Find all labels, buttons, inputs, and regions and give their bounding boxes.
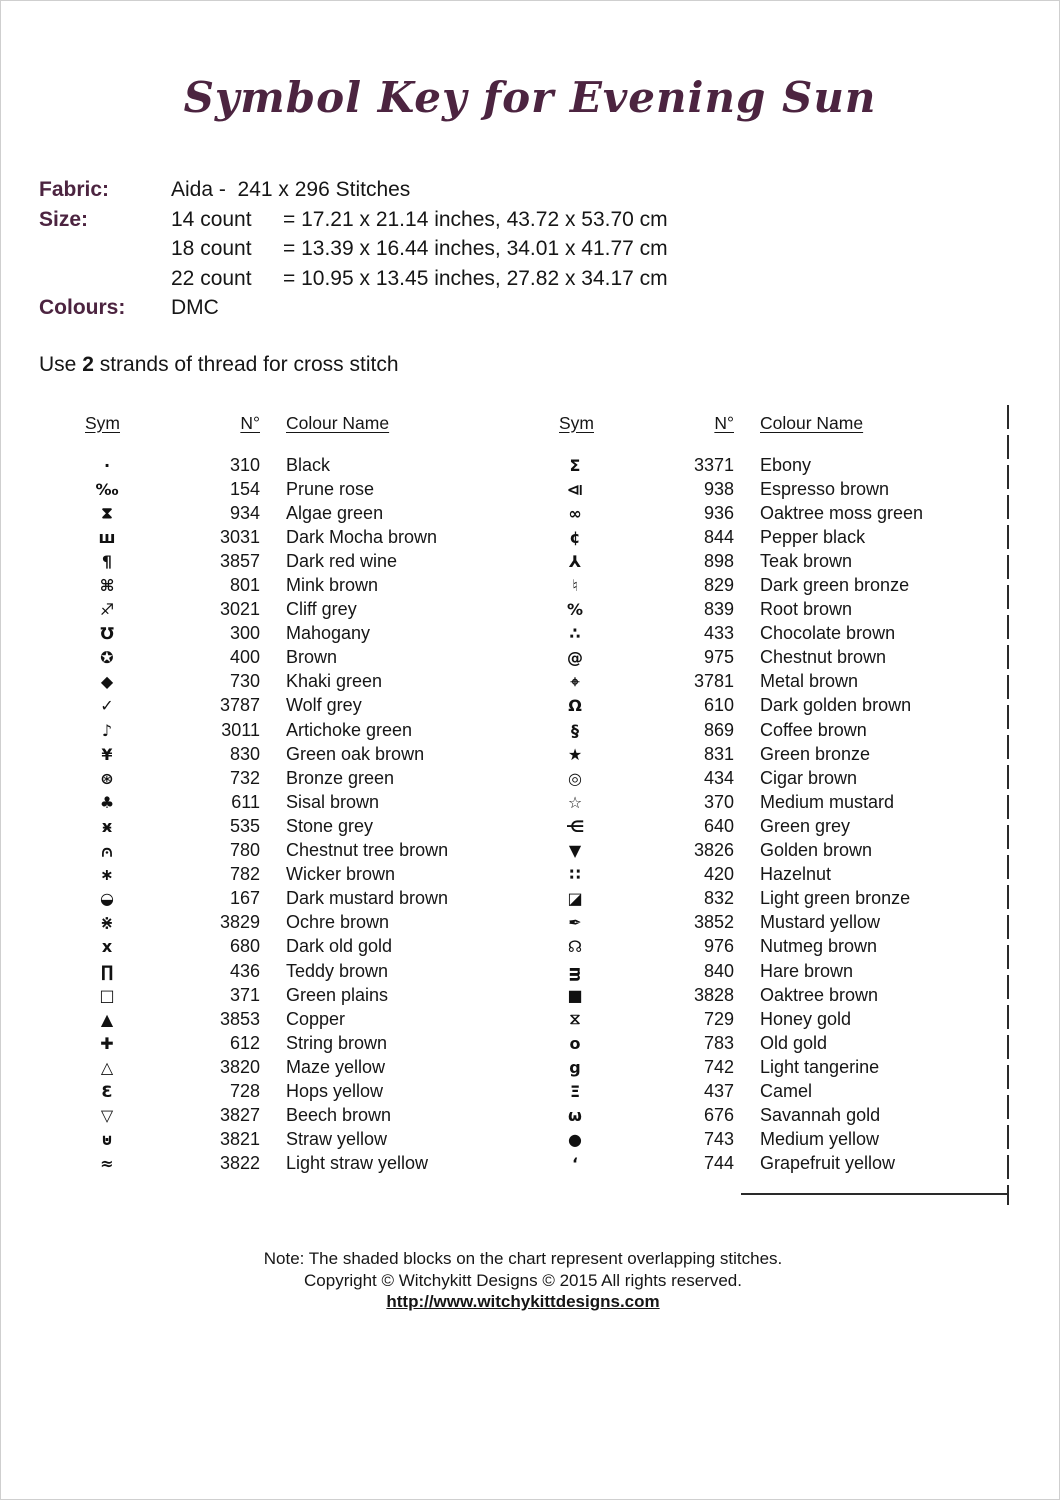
colour-name: Copper — [286, 1008, 346, 1029]
table-row — [559, 814, 976, 838]
dmc-number: 3857 — [219, 550, 260, 571]
table-row — [85, 839, 502, 863]
stitch-symbol: ᴟ — [569, 961, 581, 981]
table-row — [559, 983, 976, 1007]
dmc-number: 976 — [703, 936, 734, 957]
dmc-number: 676 — [703, 1105, 734, 1126]
dmc-number: 3787 — [219, 695, 260, 716]
size-row-14 — [39, 205, 668, 235]
colour-name: Golden brown — [760, 840, 873, 861]
stitch-symbol: ⅄ — [568, 551, 582, 571]
colour-name: String brown — [286, 1032, 388, 1053]
colours-row — [39, 293, 668, 323]
stitch-symbol: ◎ — [568, 768, 582, 788]
size-count-14: 14 count — [171, 207, 252, 231]
stitch-symbol: ℧ — [100, 624, 114, 644]
dmc-number: 3781 — [693, 671, 734, 692]
stitch-symbol: § — [571, 720, 579, 740]
dmc-number: 3828 — [693, 984, 734, 1005]
dmc-number: 840 — [703, 960, 734, 981]
table-row — [85, 814, 502, 838]
colour-name: Pepper black — [760, 526, 866, 547]
dmc-number: 780 — [229, 840, 260, 861]
colour-name: Sisal brown — [286, 791, 380, 812]
table-row — [85, 718, 502, 742]
stitch-symbol: @ — [567, 648, 583, 668]
table-header — [85, 411, 502, 435]
table-row — [85, 525, 502, 549]
stitch-symbol: ◪ — [567, 889, 583, 909]
table-row — [559, 549, 976, 573]
stitch-symbol: ω — [568, 1106, 582, 1126]
dmc-number: 744 — [703, 1153, 734, 1174]
colour-name: Cliff grey — [286, 599, 357, 620]
dmc-number: 3822 — [219, 1153, 260, 1174]
colour-name: Dark red wine — [286, 550, 398, 571]
dmc-number: 3011 — [221, 719, 260, 740]
colour-name: Wicker brown — [286, 864, 396, 885]
table-row — [85, 742, 502, 766]
dmc-number: 829 — [703, 575, 734, 596]
strands-prefix: Use — [39, 353, 83, 376]
fabric-value: Aida - 241 x 296 Stitches — [171, 178, 411, 201]
colour-name: Prune rose — [286, 478, 375, 499]
dmc-number: 839 — [703, 599, 734, 620]
table-row — [85, 646, 502, 670]
stitch-symbol: ■ — [567, 985, 583, 1005]
table-row — [85, 1128, 502, 1152]
dmc-number: 3371 — [693, 454, 734, 475]
header-number: N° — [714, 412, 734, 433]
right-table-bottom-rule — [741, 1193, 1009, 1195]
dmc-number: 801 — [229, 575, 260, 596]
stitch-symbol: Ξ — [569, 1081, 581, 1101]
table-row — [85, 1104, 502, 1128]
table-row — [85, 501, 502, 525]
stitch-symbol: · — [103, 455, 111, 475]
dmc-number: 437 — [703, 1080, 734, 1101]
colour-name: Nutmeg brown — [760, 936, 878, 957]
dmc-number: 782 — [229, 864, 260, 885]
colour-name: Dark golden brown — [760, 695, 912, 716]
colour-name: Mink brown — [286, 575, 379, 596]
dmc-number: 3853 — [219, 1008, 260, 1029]
table-row — [85, 790, 502, 814]
dmc-number: 730 — [229, 671, 260, 692]
colours-value: DMC — [171, 296, 219, 320]
stitch-symbol: ♮ — [572, 576, 578, 596]
table-row — [559, 887, 976, 911]
colour-name: Light straw yellow — [286, 1153, 429, 1174]
colour-name: Green plains — [286, 984, 389, 1005]
colour-name: Chocolate brown — [760, 623, 896, 644]
colour-name: Oaktree moss green — [760, 502, 924, 523]
table-header — [559, 411, 976, 435]
dmc-number: 640 — [703, 815, 734, 836]
table-row — [85, 1055, 502, 1079]
dmc-number: 310 — [229, 454, 260, 475]
stitch-symbol: ⊛ — [100, 768, 114, 788]
colour-name: Stone grey — [286, 815, 374, 836]
stitch-symbol: Ω — [568, 696, 582, 716]
size-label: Size: — [39, 207, 89, 231]
dmc-number: 742 — [703, 1056, 734, 1077]
dmc-number: 3827 — [219, 1105, 260, 1126]
size-row-22 — [39, 264, 668, 294]
table-row — [559, 1152, 976, 1176]
table-row — [85, 477, 502, 501]
table-row — [559, 477, 976, 501]
dmc-number: 728 — [229, 1080, 260, 1101]
dmc-number: 154 — [229, 478, 260, 499]
dmc-number: 371 — [229, 984, 260, 1005]
footer-copyright: Copyright © Witchykitt Designs © 2015 All rights reserved. — [304, 1270, 742, 1290]
footer — [1, 1248, 1045, 1313]
fabric-label: Fabric: — [39, 178, 110, 201]
stitch-symbol: ☆ — [567, 792, 583, 812]
colour-name: Espresso brown — [760, 478, 890, 499]
table-row — [559, 1104, 976, 1128]
stitch-symbol: ¶ — [101, 551, 113, 571]
stitch-symbol: ш — [98, 527, 116, 547]
colour-name: Beech brown — [286, 1105, 392, 1126]
stitch-symbol: ✓ — [100, 696, 114, 716]
strands-count: 2 — [82, 353, 94, 376]
colour-name: Hazelnut — [760, 864, 832, 885]
table-row — [85, 549, 502, 573]
table-row — [559, 1055, 976, 1079]
header-sym: Sym — [559, 412, 594, 433]
fabric-row — [39, 175, 668, 205]
dmc-number: 936 — [703, 502, 734, 523]
table-row — [559, 501, 976, 525]
dmc-number: 3021 — [219, 599, 260, 620]
dmc-number: 832 — [703, 888, 734, 909]
table-row — [559, 1079, 976, 1103]
stitch-symbol: ⧖ — [569, 1009, 581, 1029]
table-row — [559, 863, 976, 887]
dmc-number: 938 — [703, 478, 734, 499]
dmc-number: 934 — [229, 502, 260, 523]
table-row — [85, 863, 502, 887]
stitch-symbol: ▽ — [100, 1106, 114, 1126]
table-row — [559, 694, 976, 718]
table-row — [559, 790, 976, 814]
stitch-symbol: Ɛ — [101, 1081, 113, 1101]
page-title: Symbol Key for Evening Sun — [183, 73, 877, 122]
colour-name: Khaki green — [286, 671, 383, 692]
stitch-symbol: ¥ — [101, 744, 113, 764]
stitch-symbol: ◆ — [100, 672, 114, 692]
stitch-symbol: ♣ — [99, 792, 115, 812]
colour-name: Dark mustard brown — [286, 888, 449, 909]
dmc-number: 743 — [703, 1129, 734, 1150]
colour-name: Coffee brown — [760, 719, 867, 740]
dmc-number: 3852 — [693, 912, 734, 933]
stitch-symbol: ⌖ — [570, 671, 580, 691]
dmc-number: 869 — [703, 719, 734, 740]
colour-name: Artichoke green — [286, 719, 413, 740]
table-row — [85, 694, 502, 718]
colour-name: Ebony — [760, 454, 812, 475]
stitch-symbol: ∞ — [568, 503, 582, 523]
size-row-18 — [39, 234, 668, 264]
table-row — [85, 1079, 502, 1103]
dmc-number: 729 — [703, 1008, 734, 1029]
stitch-symbol: ⌘ — [99, 576, 115, 596]
colour-name: Oaktree brown — [760, 984, 879, 1005]
stitch-symbol: ♪ — [101, 720, 113, 740]
colour-name: Dark green bronze — [760, 575, 910, 596]
dmc-number: 898 — [703, 550, 734, 571]
table-row — [559, 742, 976, 766]
dmc-number: 612 — [229, 1032, 260, 1053]
stitch-symbol: % — [566, 600, 584, 620]
table-row — [559, 839, 976, 863]
colour-name: Honey gold — [760, 1008, 852, 1029]
dmc-number: 167 — [229, 888, 260, 909]
stitch-symbol: ⧗ — [101, 503, 113, 523]
colour-name: Medium yellow — [760, 1129, 880, 1150]
table-row — [559, 718, 976, 742]
colour-name: Teak brown — [760, 550, 853, 571]
colour-name: Black — [286, 454, 331, 475]
colour-name: Brown — [286, 647, 338, 668]
footer-note: Note: The shaded blocks on the chart represent overlapping stitches. — [263, 1249, 783, 1268]
table-row — [559, 911, 976, 935]
table-row — [559, 935, 976, 959]
colour-name: Ochre brown — [286, 912, 390, 933]
colour-name: Hops yellow — [286, 1080, 384, 1101]
table-row — [559, 1128, 976, 1152]
stitch-symbol: ★ — [567, 744, 583, 764]
colour-name: Green grey — [760, 815, 851, 836]
stitch-symbol: ♐ — [99, 600, 115, 620]
dmc-number: 3826 — [693, 840, 734, 861]
table-row — [85, 935, 502, 959]
colour-name: Hare brown — [760, 960, 854, 981]
stitch-symbol: △ — [100, 1057, 114, 1077]
colour-name: Green bronze — [760, 743, 871, 764]
size-count-18: 18 count — [171, 237, 252, 261]
colours-label: Colours: — [39, 296, 126, 320]
header-colour-name: Colour Name — [760, 412, 864, 433]
dmc-number: 975 — [703, 647, 734, 668]
stitch-symbol: g — [569, 1057, 581, 1077]
stitch-symbol: ⋲ — [565, 816, 585, 836]
colour-name: Root brown — [760, 599, 853, 620]
right-column-dashed-rule — [1007, 405, 1009, 1205]
colour-name: Bronze green — [286, 767, 395, 788]
dmc-number: 610 — [703, 695, 734, 716]
table-row — [559, 1007, 976, 1031]
table-row — [559, 453, 976, 477]
table-row — [85, 1007, 502, 1031]
table-row — [559, 573, 976, 597]
stitch-symbol: ▲ — [100, 1009, 114, 1029]
table-row — [559, 670, 976, 694]
colour-name: Cigar brown — [760, 767, 858, 788]
stitch-symbol: ✚ — [100, 1033, 114, 1053]
colour-name: Grapefruit yellow — [760, 1153, 896, 1174]
colour-name: Green oak brown — [286, 743, 425, 764]
stitch-symbol: o — [569, 1033, 581, 1053]
colour-name: Algae green — [286, 502, 384, 523]
dmc-number: 611 — [231, 791, 260, 812]
stitch-symbol: ∏ — [100, 961, 114, 981]
stitch-symbol: □ — [99, 985, 115, 1005]
stitch-symbol: ⋇ — [100, 913, 114, 933]
colour-name: Savannah gold — [760, 1105, 881, 1126]
strands-suffix: strands of thread for cross stitch — [93, 353, 399, 376]
stitch-symbol: ⧏ — [566, 479, 584, 499]
stitch-symbol: x — [101, 937, 113, 957]
strands-instruction — [39, 353, 399, 377]
dmc-number: 3829 — [219, 912, 260, 933]
stitch-symbol: ∗ — [100, 865, 114, 885]
dmc-number: 3031 — [219, 526, 260, 547]
dmc-number: 831 — [703, 743, 734, 764]
stitch-symbol: Σ — [569, 455, 581, 475]
header-colour-name: Colour Name — [286, 412, 390, 433]
table-row — [85, 1152, 502, 1176]
dmc-number: 830 — [229, 743, 260, 764]
table-row — [559, 766, 976, 790]
table-row — [85, 622, 502, 646]
dmc-number: 732 — [229, 767, 260, 788]
table-row — [85, 766, 502, 790]
table-row — [85, 453, 502, 477]
stitch-symbol: ∷ — [569, 865, 581, 885]
dmc-number: 3820 — [219, 1056, 260, 1077]
dmc-number: 433 — [703, 623, 734, 644]
size-label-spacer — [39, 234, 171, 264]
colour-name: Mahogany — [286, 623, 371, 644]
stitch-symbol: ‘ — [571, 1154, 579, 1174]
table-row — [559, 598, 976, 622]
footer-url-link[interactable]: http://www.witchykittdesigns.com — [386, 1292, 660, 1311]
dmc-number: 400 — [229, 647, 260, 668]
colour-name: Wolf grey — [286, 695, 362, 716]
table-row — [559, 525, 976, 549]
dmc-number: 436 — [229, 960, 260, 981]
colour-name: Light tangerine — [760, 1056, 880, 1077]
dmc-number: 783 — [703, 1032, 734, 1053]
stitch-symbol: ● — [568, 1130, 582, 1150]
colour-name: Metal brown — [760, 671, 859, 692]
stitch-symbol: ∴ — [569, 624, 581, 644]
colour-name: Teddy brown — [286, 960, 389, 981]
stitch-symbol: ▼ — [568, 841, 582, 861]
colour-name: Maze yellow — [286, 1056, 386, 1077]
stitch-symbol: ⊍ — [100, 1130, 114, 1150]
dmc-number: 535 — [229, 815, 260, 836]
dmc-number: 844 — [703, 526, 734, 547]
symbol-table-right — [559, 411, 976, 1176]
size-value-22: = 10.95 x 13.45 inches, 27.82 x 34.17 cm — [283, 266, 668, 290]
symbol-table-left — [85, 411, 502, 1176]
stitch-symbol: ✒ — [568, 913, 582, 933]
stitch-symbol: ≈ — [100, 1154, 114, 1174]
colour-name: Dark Mocha brown — [286, 526, 438, 547]
dmc-number: 370 — [703, 791, 734, 812]
table-rows-left — [85, 453, 502, 1176]
stitch-symbol: ‰ — [95, 479, 119, 499]
table-row — [559, 1031, 976, 1055]
table-row — [559, 622, 976, 646]
colour-name: Camel — [760, 1080, 813, 1101]
colour-name: Mustard yellow — [760, 912, 881, 933]
stitch-symbol: ☊ — [567, 937, 583, 957]
table-row — [85, 887, 502, 911]
table-row — [85, 1031, 502, 1055]
stitch-symbol: ✪ — [100, 648, 114, 668]
stitch-symbol: ӿ — [101, 816, 113, 836]
colour-name: Straw yellow — [286, 1129, 388, 1150]
stitch-symbol: ¢ — [569, 527, 581, 547]
stitch-symbol: ◒ — [100, 889, 114, 909]
table-row — [85, 959, 502, 983]
table-row — [85, 598, 502, 622]
table-row — [85, 573, 502, 597]
dmc-number: 434 — [703, 767, 734, 788]
colour-name: Dark old gold — [286, 936, 393, 957]
header-number: N° — [240, 412, 260, 433]
dmc-number: 3821 — [219, 1129, 260, 1150]
table-row — [559, 646, 976, 670]
colour-name: Old gold — [760, 1032, 828, 1053]
colour-name: Chestnut brown — [760, 647, 887, 668]
size-count-22: 22 count — [171, 266, 252, 290]
header-sym: Sym — [85, 412, 120, 433]
size-value-18: = 13.39 x 16.44 inches, 34.01 x 41.77 cm — [283, 237, 668, 261]
pattern-info — [39, 175, 668, 323]
dmc-number: 680 — [229, 936, 260, 957]
colour-name: Medium mustard — [760, 791, 895, 812]
stitch-symbol: ⩀ — [101, 840, 113, 860]
colour-name: Light green bronze — [760, 888, 911, 909]
table-row — [85, 670, 502, 694]
dmc-number: 420 — [703, 864, 734, 885]
table-row — [559, 959, 976, 983]
table-row — [85, 911, 502, 935]
table-row — [85, 983, 502, 1007]
size-value-14: = 17.21 x 21.14 inches, 43.72 x 53.70 cm — [283, 207, 668, 231]
table-rows-right — [559, 453, 976, 1176]
dmc-number: 300 — [229, 623, 260, 644]
colour-name: Chestnut tree brown — [286, 840, 449, 861]
size-label-spacer — [39, 264, 171, 294]
